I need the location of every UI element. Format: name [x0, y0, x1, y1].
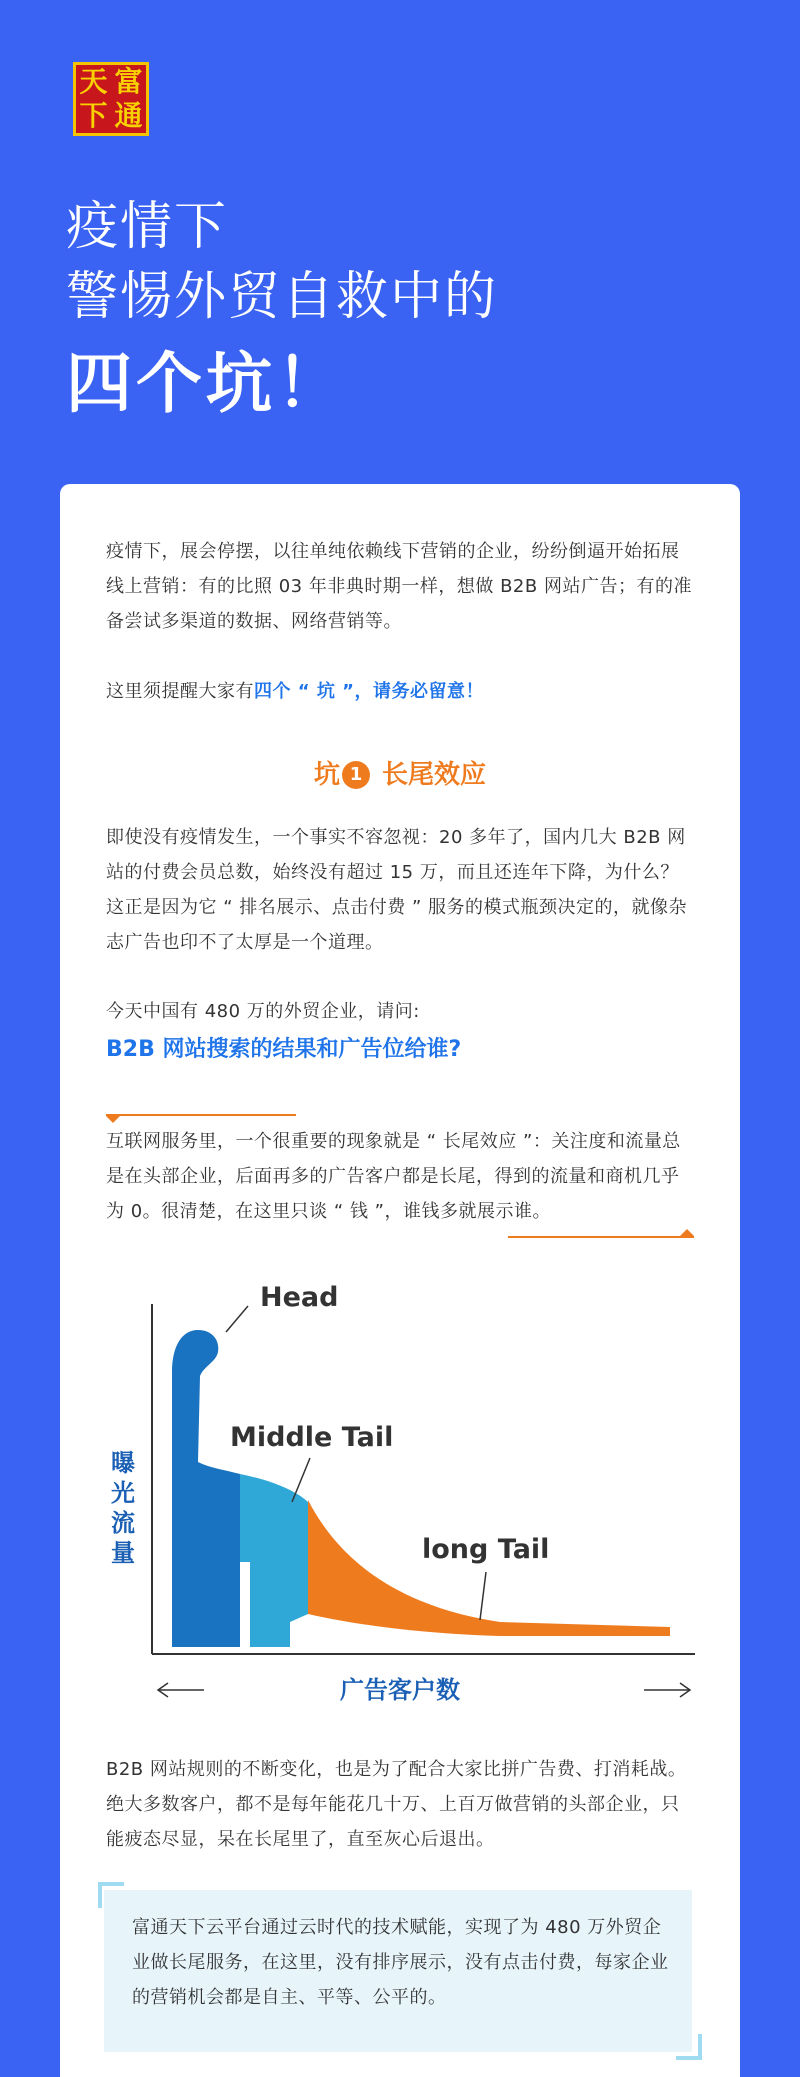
warning-highlight: 四个 “ 坑 ”，请务必留意！ [254, 681, 484, 702]
middle-tail-area [240, 1474, 308, 1647]
body-paragraph-2: 今天中国有 480 万的外贸企业，请问: [106, 1001, 420, 1022]
section-prefix: 坑 [313, 760, 340, 790]
quote-text: 富通天下云平台通过云时代的技术赋能，实现了为 480 万外贸企业做长尾服务，在这里，没有排序展示，没有点击付费，每家企业的营销机会都是自主、平等、公平的。 [132, 1917, 669, 2008]
quote-corner-bottom-right [676, 2034, 702, 2060]
logo-char: 天 [79, 65, 108, 98]
label-middle-tail: Middle Tail [230, 1422, 394, 1453]
divider-top [106, 1114, 296, 1116]
middle-pointer [292, 1458, 310, 1502]
logo-char: 下 [79, 99, 108, 132]
body-paragraph-1: 即使没有疫情发生，一个事实不容忽视：20 多年了，国内几大 B2B 网站的付费会员总数，始终没有超过 15 万，而且还连年下降，为什么？这正是因为它 “ 排名展示、点击付费 ” 服务的模式瓶颈决定的，就像杂志广告也印不了太厚是一个道理。 [106, 827, 688, 953]
quote-box [104, 1890, 692, 2052]
head-pointer [226, 1306, 248, 1332]
section-number-badge: 1 [342, 761, 370, 789]
hero-title-line3: 四个坑！ [66, 345, 346, 422]
long-tail-diagram [100, 1262, 700, 1672]
long-tail-area [308, 1500, 670, 1636]
warning-prefix: 这里须提醒大家有 [106, 681, 254, 702]
logo-char: 通 [114, 99, 143, 132]
body-paragraph-4: B2B 网站规则的不断变化，也是为了配合大家比拼广告费、打消耗战。绝大多数客户，都不是每年能花几十万、上百万做营销的头部企业，只能疲态尽显，呆在长尾里了，直至灰心后退出。 [106, 1759, 687, 1850]
logo-char: 富 [114, 65, 143, 98]
x-axis-label: 广告客户数 [340, 1676, 460, 1704]
left-arrow-icon [152, 1680, 208, 1700]
head-area [172, 1330, 240, 1647]
long-pointer [480, 1572, 486, 1620]
highlight-question: B2B 网站搜索的结果和广告位给谁? [106, 1037, 462, 1062]
section-heading: 长尾效应 [382, 760, 487, 790]
brand-logo [73, 62, 149, 136]
label-head: Head [260, 1282, 339, 1313]
hero-title-line2: 警惕外贸自救中的 [66, 267, 499, 327]
divider-bottom [508, 1236, 694, 1238]
divider-bottom-arrow [680, 1229, 694, 1236]
right-arrow-icon [640, 1680, 696, 1700]
label-long-tail: long Tail [422, 1534, 550, 1565]
divider-top-arrow [106, 1116, 120, 1123]
hero-title-line1: 疫情下 [66, 197, 229, 257]
warning-paragraph [106, 674, 694, 709]
intro-paragraph: 疫情下，展会停摆，以往单纯依赖线下营销的企业，纷纷倒逼开始拓展线上营销：有的比照 03 年非典时期一样，想做 B2B 网站广告；有的准备尝试多渠道的数据、网络营销等。 [106, 541, 692, 632]
section-title [0, 754, 800, 791]
y-axis-label: 曝光流量 [111, 1449, 135, 1567]
body-paragraph-3: 互联网服务里，一个很重要的现象就是 “ 长尾效应 ”：关注度和流量总是在头部企业，后面再多的广告客户都是长尾，得到的流量和商机几乎为 0。很清楚，在这里只谈 “ 钱 ”，谁钱多就展示谁。 [106, 1131, 681, 1222]
